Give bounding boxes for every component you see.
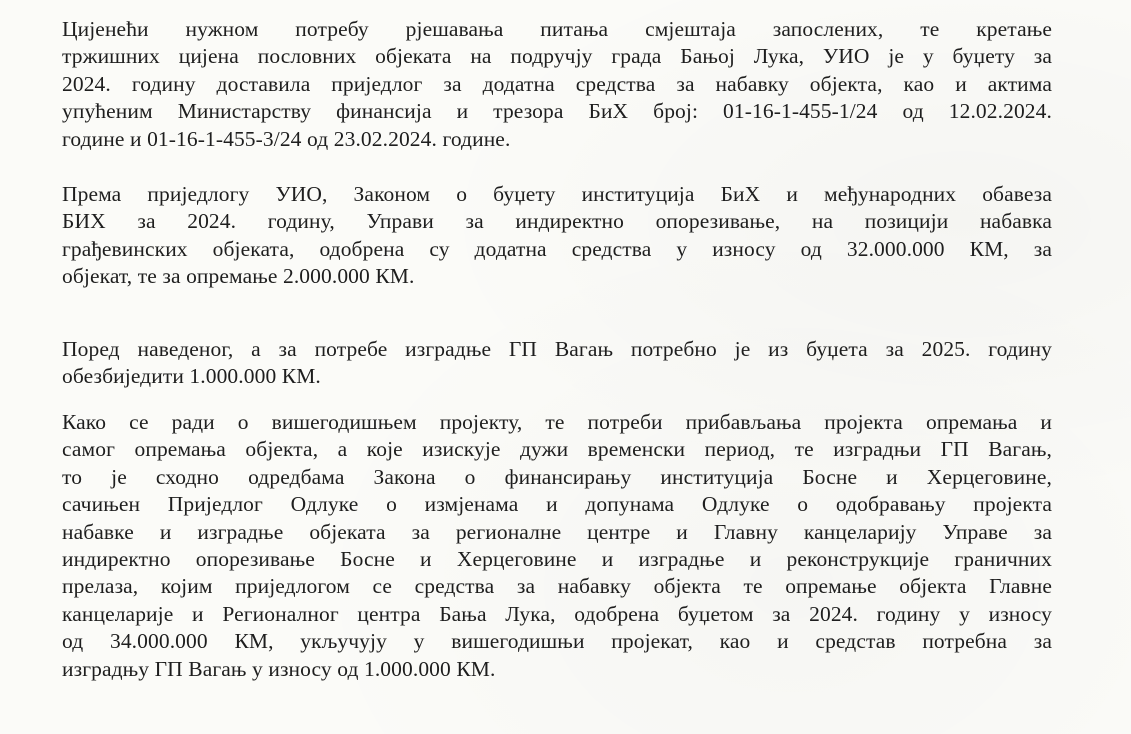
- paragraph-vaganj-funding: [62, 336, 1052, 391]
- text-line: то је сходно одредбама Закона о финансирању институција Босне и Херцеговине,: [62, 464, 1052, 489]
- text-line: канцеларије и Регионалног центра Бања Лука, одобрена буџетом за 2024. годину у износу: [62, 601, 1052, 626]
- text-line: тржишних цијена пословних објеката на подручју града Бањој Лука, УИО је у буџету за: [62, 44, 1052, 69]
- text-line: Према приједлогу УИО, Законом о буџету институција БиХ и међународних обавеза: [62, 182, 1052, 206]
- text-line: Како се ради о вишегодишњем пројекту, те потреби прибављања пројекта опремања и: [62, 410, 1052, 434]
- text-line: обезбиједити 1.000.000 КМ.: [62, 364, 321, 389]
- text-line: године и 01-16-1-455-3/24 од 23.02.2024. године.: [62, 126, 511, 151]
- text-line: прелаза, којим приједлогом се средства за набавку објекта те опремање објекта Главне: [62, 574, 1052, 599]
- paragraph-approved-funds: [62, 181, 1052, 291]
- paragraph-multiyear-project: [62, 409, 1052, 683]
- text-line: од 34.000.000 КМ, укључују у вишегодишњи пројекат, као и средстав потребна за: [62, 629, 1052, 654]
- text-line: сачињен Приједлог Одлуке о измјенама и допунама Одлуке о одобравању пројекта: [62, 492, 1052, 517]
- text-line: изградњу ГП Вагањ у износу од 1.000.000 КМ.: [62, 656, 496, 681]
- text-line: БИХ за 2024. годину, Управи за индиректно опорезивање, на позицији набавка: [62, 209, 1052, 234]
- text-line: индиректно опорезивање Босне и Херцеговине и изградње и реконструкције граничних: [62, 546, 1052, 571]
- text-line: Поред наведеног, а за потребе изградње ГП Вагањ потребно је из буџета за 2025. годину: [62, 337, 1052, 361]
- paragraph-budget-proposal: [62, 16, 1052, 153]
- text-line: Цијенећи нужном потребу рјешавања питања смјештаја запослених, те кретање: [62, 17, 1052, 41]
- text-line: грађевинских објеката, одобрена су додатна средства у износу од 32.000.000 КМ, за: [62, 236, 1052, 261]
- text-line: 2024. годину доставила приједлог за додатна средства за набавку објекта, као и актима: [62, 71, 1052, 96]
- text-line: самог опремања објекта, а које изискује дужи временски период, те изградњи ГП Вагањ,: [62, 437, 1052, 462]
- text-line: набавке и изградње објеката за регионалне центре и Главну канцеларију Управе за: [62, 519, 1052, 544]
- text-line: упућеним Министарству финансија и трезора БиХ број: 01-16-1-455-1/24 од 12.02.2024.: [62, 99, 1052, 124]
- text-line: објекат, те за опремање 2.000.000 КМ.: [62, 264, 415, 289]
